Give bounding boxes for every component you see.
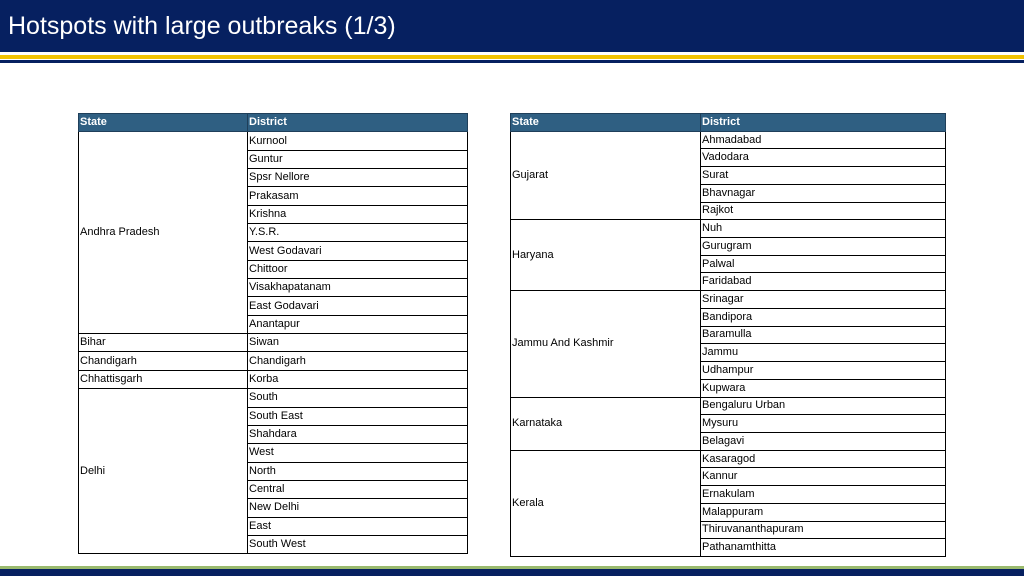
district-cell: Malappuram bbox=[701, 503, 946, 521]
district-cell: East Godavari bbox=[248, 297, 468, 315]
district-cell: Chandigarh bbox=[248, 352, 468, 370]
district-cell: Surat bbox=[701, 167, 946, 185]
state-cell: Jammu And Kashmir bbox=[511, 291, 701, 397]
district-cell: Mysuru bbox=[701, 415, 946, 433]
district-cell: Vadodara bbox=[701, 149, 946, 167]
district-cell: Guntur bbox=[248, 150, 468, 168]
table-row bbox=[79, 352, 468, 370]
district-cell: West Godavari bbox=[248, 242, 468, 260]
district-cell: Pathanamthitta bbox=[701, 539, 946, 557]
district-cell: Visakhapatanam bbox=[248, 279, 468, 297]
district-cell: Anantapur bbox=[248, 315, 468, 333]
district-cell: Bhavnagar bbox=[701, 184, 946, 202]
state-cell: Bihar bbox=[79, 334, 248, 352]
table-row bbox=[511, 397, 946, 415]
state-cell: Gujarat bbox=[511, 131, 701, 220]
district-cell: Krishna bbox=[248, 205, 468, 223]
state-cell: Karnataka bbox=[511, 397, 701, 450]
district-cell: Palwal bbox=[701, 255, 946, 273]
district-cell: Central bbox=[248, 480, 468, 498]
district-cell: Gurugram bbox=[701, 238, 946, 256]
table-row bbox=[79, 370, 468, 388]
state-cell: Kerala bbox=[511, 450, 701, 556]
district-cell: Kupwara bbox=[701, 379, 946, 397]
district-cell: Udhampur bbox=[701, 362, 946, 380]
district-cell: Ahmadabad bbox=[701, 131, 946, 149]
district-cell: Baramulla bbox=[701, 326, 946, 344]
district-cell: Kurnool bbox=[248, 132, 468, 150]
district-cell: North bbox=[248, 462, 468, 480]
table-row bbox=[511, 131, 946, 149]
district-cell: New Delhi bbox=[248, 499, 468, 517]
table-row bbox=[511, 291, 946, 309]
state-cell: Delhi bbox=[79, 389, 248, 554]
state-cell: Andhra Pradesh bbox=[79, 132, 248, 334]
district-cell: Bandipora bbox=[701, 308, 946, 326]
district-cell: West bbox=[248, 444, 468, 462]
district-column-header: District bbox=[701, 114, 946, 132]
table-row bbox=[511, 220, 946, 238]
district-cell: Kannur bbox=[701, 468, 946, 486]
left-table-body bbox=[79, 132, 468, 554]
table-row bbox=[79, 334, 468, 352]
district-cell: Thiruvananthapuram bbox=[701, 521, 946, 539]
right-table-body bbox=[511, 131, 946, 556]
district-cell: Y.S.R. bbox=[248, 224, 468, 242]
district-cell: East bbox=[248, 517, 468, 535]
district-cell: Jammu bbox=[701, 344, 946, 362]
state-column-header: State bbox=[79, 114, 248, 132]
district-cell: South East bbox=[248, 407, 468, 425]
district-cell: South West bbox=[248, 535, 468, 553]
district-column-header: District bbox=[248, 114, 468, 132]
header-stripe-navy bbox=[0, 60, 1024, 63]
table-row bbox=[79, 389, 468, 407]
district-cell: Shahdara bbox=[248, 425, 468, 443]
state-column-header: State bbox=[511, 114, 701, 132]
district-cell: Rajkot bbox=[701, 202, 946, 220]
footer-stripe-navy bbox=[0, 569, 1024, 576]
title-bar bbox=[0, 0, 1024, 52]
table-row bbox=[79, 132, 468, 150]
district-cell: Srinagar bbox=[701, 291, 946, 309]
state-cell: Haryana bbox=[511, 220, 701, 291]
district-cell: Belagavi bbox=[701, 432, 946, 450]
district-cell: Siwan bbox=[248, 334, 468, 352]
district-cell: Chittoor bbox=[248, 260, 468, 278]
state-cell: Chhattisgarh bbox=[79, 370, 248, 388]
table-row bbox=[511, 450, 946, 468]
page-title: Hotspots with large outbreaks (1/3) bbox=[8, 12, 396, 40]
district-cell: Bengaluru Urban bbox=[701, 397, 946, 415]
district-cell: Kasaragod bbox=[701, 450, 946, 468]
left-hotspot-table bbox=[78, 113, 468, 554]
table-header-row bbox=[79, 114, 468, 132]
district-cell: Korba bbox=[248, 370, 468, 388]
district-cell: Prakasam bbox=[248, 187, 468, 205]
state-cell: Chandigarh bbox=[79, 352, 248, 370]
table-header-row bbox=[511, 114, 946, 132]
district-cell: Spsr Nellore bbox=[248, 169, 468, 187]
district-cell: South bbox=[248, 389, 468, 407]
district-cell: Ernakulam bbox=[701, 486, 946, 504]
district-cell: Faridabad bbox=[701, 273, 946, 291]
district-cell: Nuh bbox=[701, 220, 946, 238]
right-hotspot-table bbox=[510, 113, 946, 557]
